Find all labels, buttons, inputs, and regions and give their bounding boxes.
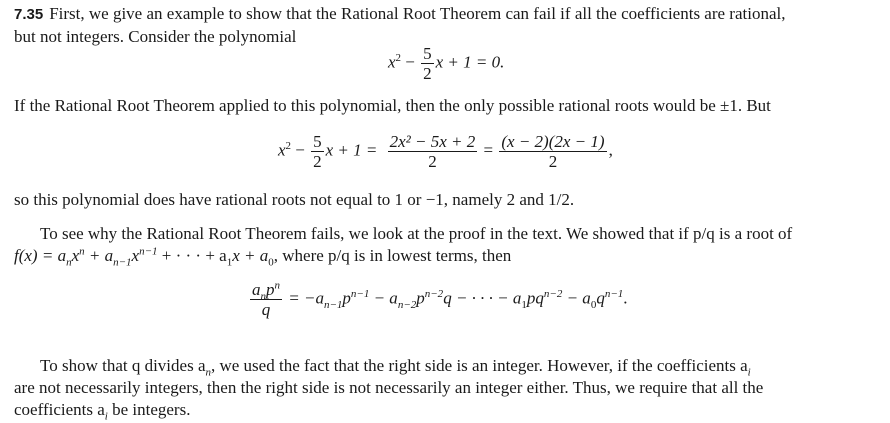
- text: , where p/q is in lowest terms, then: [273, 246, 512, 265]
- eq-rest: x + 1 = 0.: [435, 52, 505, 72]
- eq-part: x + 1 =: [325, 140, 378, 160]
- text: + · · · + a: [157, 246, 227, 265]
- eq-var: x: [388, 52, 396, 72]
- text: To show that q divides a: [40, 356, 206, 375]
- fraction-1: [311, 132, 324, 171]
- frac-num: 5: [423, 44, 432, 63]
- eq-rhs: = −a: [288, 288, 324, 308]
- var-a: a: [252, 280, 261, 299]
- fraction: [250, 280, 282, 319]
- text: x: [71, 246, 80, 265]
- equation-2: $x^2$ − $\frac{5}{2}$ x + 1 = $\frac{\text{2x² − 5x + 2}}{2}$ = $\frac{(x - 2)(2x - 1)}{2}$ ,: [278, 132, 613, 171]
- text: be integers.: [107, 400, 191, 419]
- paragraph-5-line-1: To show that q divides $a_n$, we used the fact that the right side is an integer. However, if the coefficients $a_i$: [40, 356, 751, 379]
- frac-num: 2x² − 5x + 2: [389, 132, 476, 151]
- paragraph-4-line-1: To see why the Rational Root Theorem fails, we look at the proof in the text. We showed that if p/q is a root of: [40, 224, 793, 243]
- frac-num: (x − 2)(2x − 1): [501, 132, 605, 151]
- frac-den: 2: [423, 64, 432, 83]
- fraction-2: [388, 132, 478, 171]
- equation-1: $x^2$ − $\frac{5}{2}$ x + 1 = 0.: [388, 44, 505, 83]
- fraction: [421, 44, 434, 83]
- paragraph-4-line-2: $f(x) = a_nx^n + a_{n-1}x^{n-1}$ + · · · + $a_1x + a_0$, where p/q is in lowest terms, then: [14, 245, 512, 269]
- text: f(x) = a: [14, 246, 67, 265]
- eq-var: x: [278, 140, 286, 160]
- frac-num: 5: [313, 132, 322, 151]
- paragraph-2-line-1: If the Rational Root Theorem applied to this polynomial, then the only possible rational roots would be ±1. But: [14, 96, 771, 115]
- eq-end: ,: [608, 140, 613, 160]
- paragraph-1-line-2: but not integers. Consider the polynomial: [14, 27, 297, 46]
- text: x + a: [232, 246, 269, 265]
- text: x: [131, 246, 140, 265]
- eq-op: −: [401, 52, 420, 72]
- frac-den: 2: [313, 152, 322, 171]
- section-number: 7.35: [14, 6, 44, 23]
- paragraph-1-line-1: [14, 4, 785, 25]
- eq-op: =: [483, 140, 494, 160]
- text: First, we give an example to show that the Rational Root Theorem can fail if all the coefficients are rational,: [49, 4, 786, 23]
- fraction-3: [499, 132, 606, 171]
- paragraph-5-line-2: are not necessarily integers, then the right side is not necessarily an integer either. Thus, we require that all the: [14, 378, 764, 397]
- text: + a: [84, 246, 114, 265]
- frac-den: q: [261, 300, 271, 319]
- eq-op: −: [291, 140, 310, 160]
- frac-num: $a_np^n$: [252, 279, 280, 303]
- paragraph-5-line-3: coefficients $a_i$ be integers.: [14, 400, 191, 423]
- frac-den: 2: [548, 152, 558, 171]
- frac-den: 2: [428, 152, 437, 171]
- text: , we used the fact that the right side is an integer. However, if the coefficients a: [210, 356, 748, 375]
- text: coefficients a: [14, 400, 105, 419]
- paragraph-3-line-1: so this polynomial does have rational roots not equal to 1 or −1, namely 2 and 1/2.: [14, 190, 575, 209]
- equation-3: $\frac{a_np^n}{q}$ = $-a_{n-1}p^{n-1} - a_{n-2}p^{n-2}q$ − · · · − $a_1pq^{n-2} - a_0q^{n-1}$.: [252, 279, 628, 319]
